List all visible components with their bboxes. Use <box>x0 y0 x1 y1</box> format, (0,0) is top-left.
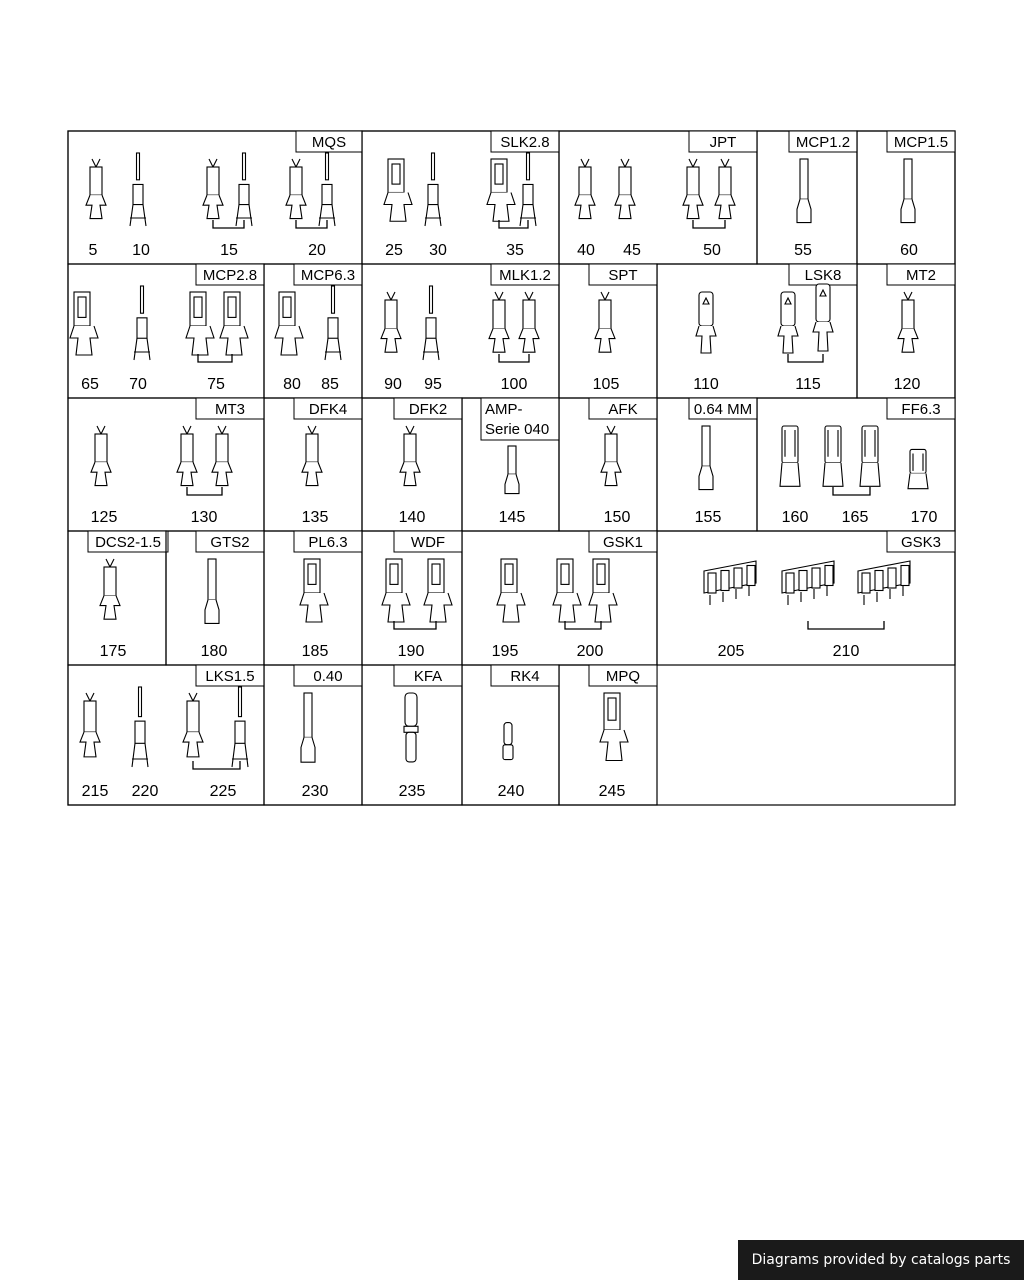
pair-connector-line <box>187 487 222 495</box>
item-number: 120 <box>893 376 921 393</box>
pair-connector-line <box>213 220 244 228</box>
connector-group <box>264 264 362 398</box>
group-label-line: AMP- <box>485 401 523 418</box>
connector-group <box>68 398 264 531</box>
group-label: MT2 <box>906 267 936 284</box>
group-label: FF6.3 <box>901 401 941 418</box>
item-number: 75 <box>207 376 225 393</box>
item-number: 135 <box>301 509 329 526</box>
connector-group <box>362 398 462 531</box>
connector-group <box>657 398 757 531</box>
connector-group <box>857 264 955 398</box>
connector-group <box>559 131 757 264</box>
item-number: 210 <box>832 643 860 660</box>
connector-terminal-drawing <box>325 286 341 360</box>
connector-terminal-drawing <box>575 159 595 219</box>
connector-terminal-drawing <box>553 559 581 622</box>
group-label: MQS <box>311 134 347 151</box>
group-label: GSK3 <box>900 534 942 551</box>
group-label: PL6.3 <box>308 534 348 551</box>
connector-group <box>264 398 362 531</box>
item-number: 40 <box>577 242 595 259</box>
connector-terminal-drawing <box>813 284 833 351</box>
connector-terminal-drawing <box>384 159 412 221</box>
footer-credit: Diagrams provided by catalogs parts <box>738 1240 1024 1280</box>
group-label: MCP6.3 <box>300 267 356 284</box>
connector-terminal-drawing <box>520 153 536 226</box>
connector-group <box>657 264 857 398</box>
connector-terminal-drawing <box>236 153 252 226</box>
group-label: MLK1.2 <box>499 267 551 284</box>
item-number: 180 <box>200 643 228 660</box>
group-label: KFA <box>413 668 443 685</box>
connector-terminal-drawing <box>487 159 515 221</box>
item-number: 125 <box>90 509 118 526</box>
connector-group <box>462 531 657 665</box>
group-label: MCP1.2 <box>795 134 851 151</box>
group-label: MCP1.5 <box>893 134 949 151</box>
connector-group <box>462 398 559 531</box>
connector-group <box>362 264 559 398</box>
item-number: 70 <box>129 376 147 393</box>
group-label: MPQ <box>605 668 641 685</box>
connector-group <box>68 531 168 665</box>
item-number: 205 <box>717 643 745 660</box>
connector-group <box>857 131 955 264</box>
connector-terminal-drawing <box>400 426 420 486</box>
connector-terminal-drawing <box>381 292 401 352</box>
item-number: 145 <box>498 509 526 526</box>
connector-terminal-drawing <box>860 426 880 486</box>
group-label: MCP2.8 <box>202 267 258 284</box>
item-number: 95 <box>424 376 442 393</box>
connector-terminal-drawing <box>423 286 439 360</box>
connector-terminal-drawing <box>601 426 621 486</box>
item-number: 65 <box>81 376 99 393</box>
connector-terminal-drawing <box>203 159 223 219</box>
pair-connector-line <box>296 220 327 228</box>
group-label: 0.64 MM <box>693 401 753 418</box>
connector-terminal-drawing <box>505 446 519 494</box>
connector-terminal-drawing <box>589 559 617 622</box>
item-number: 235 <box>398 783 426 800</box>
connector-terminal-drawing <box>404 693 418 762</box>
connector-group <box>362 665 462 805</box>
connector-terminal-drawing <box>301 693 315 762</box>
group-label: SPT <box>608 267 638 284</box>
connector-terminal-drawing <box>220 292 248 355</box>
connector-terminal-drawing <box>319 153 335 226</box>
connector-terminal-drawing <box>600 693 628 761</box>
group-label: DFK4 <box>308 401 348 418</box>
item-number: 100 <box>500 376 528 393</box>
connector-group <box>362 531 462 665</box>
group-label: DFK2 <box>408 401 448 418</box>
connector-group <box>657 531 955 665</box>
connector-terminal-drawing <box>286 159 306 219</box>
group-label-line: Serie 040 <box>485 421 550 438</box>
item-number: 5 <box>88 242 98 259</box>
connector-terminal-drawing <box>780 426 800 486</box>
item-number: 150 <box>603 509 631 526</box>
item-number: 155 <box>694 509 722 526</box>
group-label: 0.40 <box>313 668 343 685</box>
item-number: 10 <box>132 242 150 259</box>
connector-terminal-drawing <box>782 561 834 605</box>
connector-terminal-drawing <box>699 426 713 490</box>
item-number: 45 <box>623 242 641 259</box>
item-number: 60 <box>900 242 918 259</box>
connector-terminal-drawing <box>901 159 915 223</box>
connector-terminal-drawing <box>615 159 635 219</box>
item-number: 190 <box>397 643 425 660</box>
connector-group <box>559 398 657 531</box>
group-label: LSK8 <box>804 267 842 284</box>
connector-group <box>68 131 362 264</box>
item-number: 220 <box>131 783 159 800</box>
connector-terminal-drawing <box>302 426 322 486</box>
connector-terminal-drawing <box>70 292 98 355</box>
item-number: 110 <box>693 376 719 393</box>
item-number: 185 <box>301 643 329 660</box>
item-number: 195 <box>491 643 519 660</box>
item-number: 140 <box>398 509 426 526</box>
connector-terminal-drawing <box>183 693 203 757</box>
connector-terminal-drawing <box>908 449 928 488</box>
pair-connector-line <box>808 621 884 629</box>
connector-group <box>757 131 857 264</box>
group-label: DCS2-1.5 <box>95 534 161 551</box>
item-number: 55 <box>794 242 812 259</box>
pair-connector-line <box>693 220 725 228</box>
connector-group <box>68 264 264 398</box>
connector-group <box>559 665 657 805</box>
connector-terminal-drawing <box>382 559 410 622</box>
connector-group <box>757 398 955 531</box>
connector-group <box>559 264 657 398</box>
connector-terminal-drawing <box>696 292 716 353</box>
connector-terminal-drawing <box>80 693 100 757</box>
item-number: 50 <box>703 242 721 259</box>
connector-terminal-drawing <box>91 426 111 486</box>
item-number: 245 <box>598 783 626 800</box>
connector-terminal-drawing <box>489 292 509 352</box>
connector-terminal-drawing <box>424 559 452 622</box>
connector-terminal-drawing <box>132 687 148 767</box>
group-label: JPT <box>709 134 737 151</box>
item-number: 225 <box>209 783 237 800</box>
connector-terminal-drawing <box>823 426 843 486</box>
item-number: 35 <box>506 242 524 259</box>
group-label: GTS2 <box>210 534 250 551</box>
group-label: GSK1 <box>602 534 644 551</box>
item-number: 240 <box>497 783 525 800</box>
item-number: 200 <box>576 643 604 660</box>
connector-terminal-drawing <box>130 153 146 226</box>
item-number: 115 <box>795 376 821 393</box>
pair-connector-line <box>788 354 823 362</box>
connector-terminal-drawing <box>205 559 219 623</box>
connector-group <box>264 531 362 665</box>
group-label: RK4 <box>510 668 540 685</box>
connector-group <box>362 131 559 264</box>
item-number: 175 <box>99 643 127 660</box>
connector-terminal-drawing <box>595 292 615 352</box>
item-number: 215 <box>81 783 109 800</box>
item-number: 25 <box>385 242 403 259</box>
connector-terminal-drawing <box>715 159 735 219</box>
connector-terminal-drawing <box>497 559 525 622</box>
item-number: 230 <box>301 783 329 800</box>
connector-terminal-drawing <box>683 159 703 219</box>
item-number: 20 <box>308 242 326 259</box>
connector-terminal-drawing <box>134 286 150 360</box>
connector-terminal-drawing <box>858 561 910 605</box>
connector-terminal-drawing <box>300 559 328 622</box>
group-label: WDF <box>410 534 446 551</box>
item-number: 130 <box>190 509 218 526</box>
group-label: SLK2.8 <box>500 134 550 151</box>
pair-connector-line <box>499 354 529 362</box>
connector-terminal-drawing <box>232 687 248 767</box>
connector-terminal-drawing <box>503 723 513 760</box>
connector-terminal-drawing <box>275 292 303 355</box>
connector-terminal-drawing <box>797 159 811 223</box>
item-number: 160 <box>781 509 809 526</box>
group-label: LKS1.5 <box>205 668 255 685</box>
connector-terminal-drawing <box>86 159 106 219</box>
connector-terminal-drawing <box>212 426 232 486</box>
item-number: 30 <box>429 242 447 259</box>
connector-terminal-drawing <box>778 292 798 353</box>
connector-group <box>68 665 264 805</box>
item-number: 165 <box>841 509 869 526</box>
connector-terminal-drawing <box>100 559 120 619</box>
item-number: 90 <box>384 376 402 393</box>
connector-group <box>462 665 559 805</box>
item-number: 80 <box>283 376 301 393</box>
connector-terminal-drawing <box>704 561 756 605</box>
connector-terminal-drawing <box>425 153 441 226</box>
item-number: 85 <box>321 376 339 393</box>
item-number: 170 <box>910 509 938 526</box>
group-label: MT3 <box>215 401 245 418</box>
connector-terminal-drawing <box>186 292 214 355</box>
pair-connector-line <box>833 487 870 495</box>
group-label: AFK <box>608 401 638 418</box>
connector-terminal-drawing <box>898 292 918 352</box>
connector-terminal-drawing <box>177 426 197 486</box>
connector-group <box>166 531 264 665</box>
item-number: 15 <box>220 242 238 259</box>
connector-group <box>264 665 362 805</box>
connector-terminal-drawing <box>519 292 539 352</box>
item-number: 105 <box>592 376 620 393</box>
